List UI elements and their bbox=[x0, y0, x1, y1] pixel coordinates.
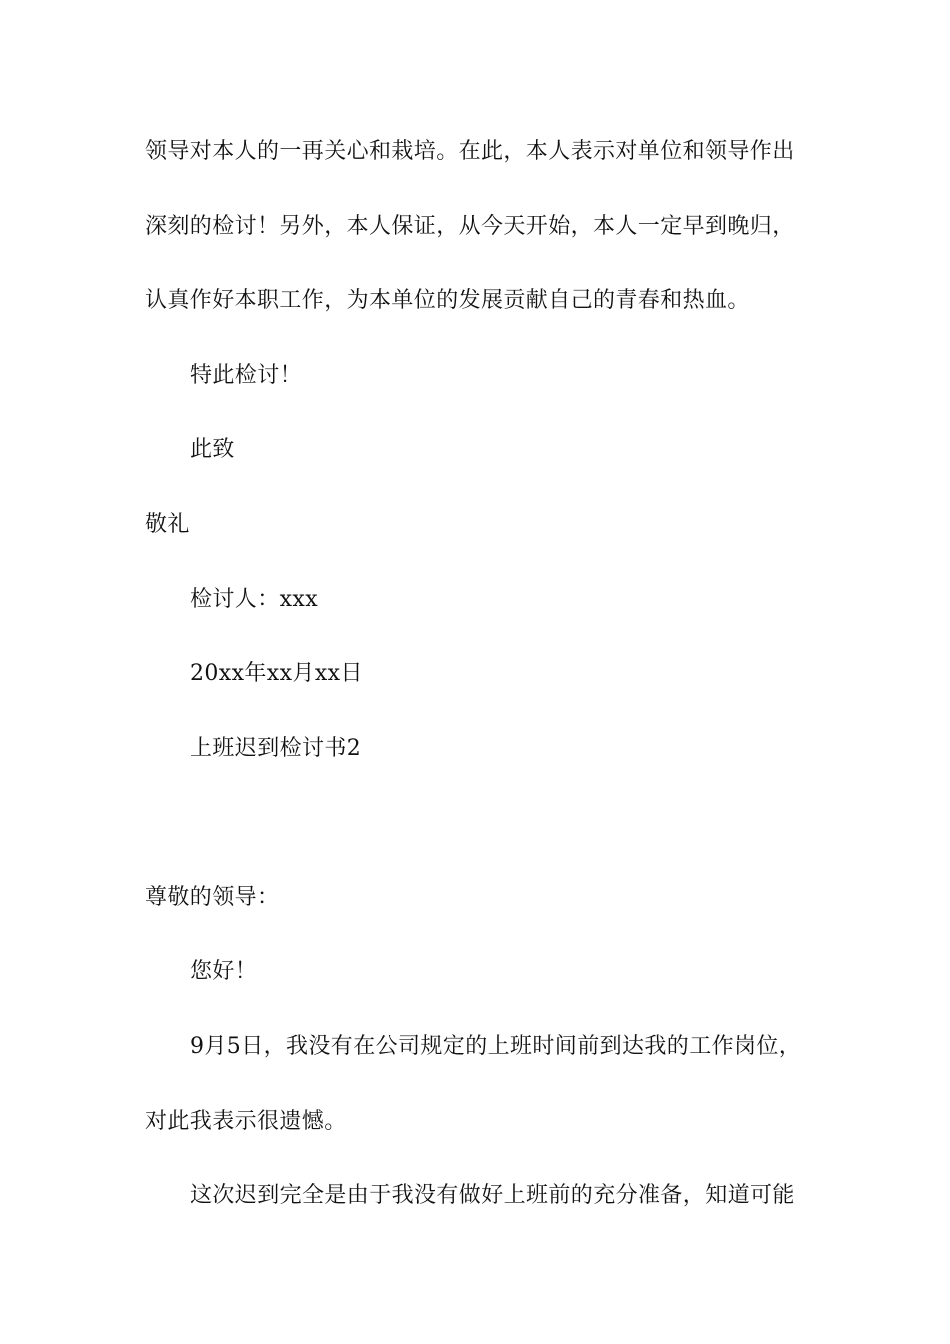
date-line: 20xx年xx月xx日 bbox=[190, 661, 363, 686]
body-paragraph-line: 9月5日，我没有在公司规定的上班时间前到达我的工作岗位， bbox=[190, 1034, 802, 1059]
body-paragraph-line: 对此我表示很遗憾。 bbox=[145, 1109, 347, 1134]
greeting-recipient: 尊敬的领导： bbox=[145, 885, 280, 910]
body-paragraph-line: 深刻的检讨！另外，本人保证，从今天开始，本人一定早到晚归， bbox=[145, 214, 795, 239]
respect-closing: 敬礼 bbox=[145, 512, 190, 537]
closing-statement: 特此检讨！ bbox=[190, 363, 303, 388]
body-paragraph-line: 这次迟到完全是由于我没有做好上班前的充分准备，知道可能 bbox=[190, 1183, 795, 1208]
body-paragraph-line: 认真作好本职工作，为本单位的发展贡献自己的青春和热血。 bbox=[145, 288, 750, 313]
greeting-line: 您好！ bbox=[190, 959, 258, 984]
salutation-closing: 此致 bbox=[190, 437, 235, 462]
body-paragraph-line: 领导对本人的一再关心和栽培。在此，本人表示对单位和领导作出 bbox=[145, 139, 795, 164]
section-title: 上班迟到检讨书2 bbox=[190, 736, 362, 761]
signature-line: 检讨人：xxx bbox=[190, 587, 319, 612]
